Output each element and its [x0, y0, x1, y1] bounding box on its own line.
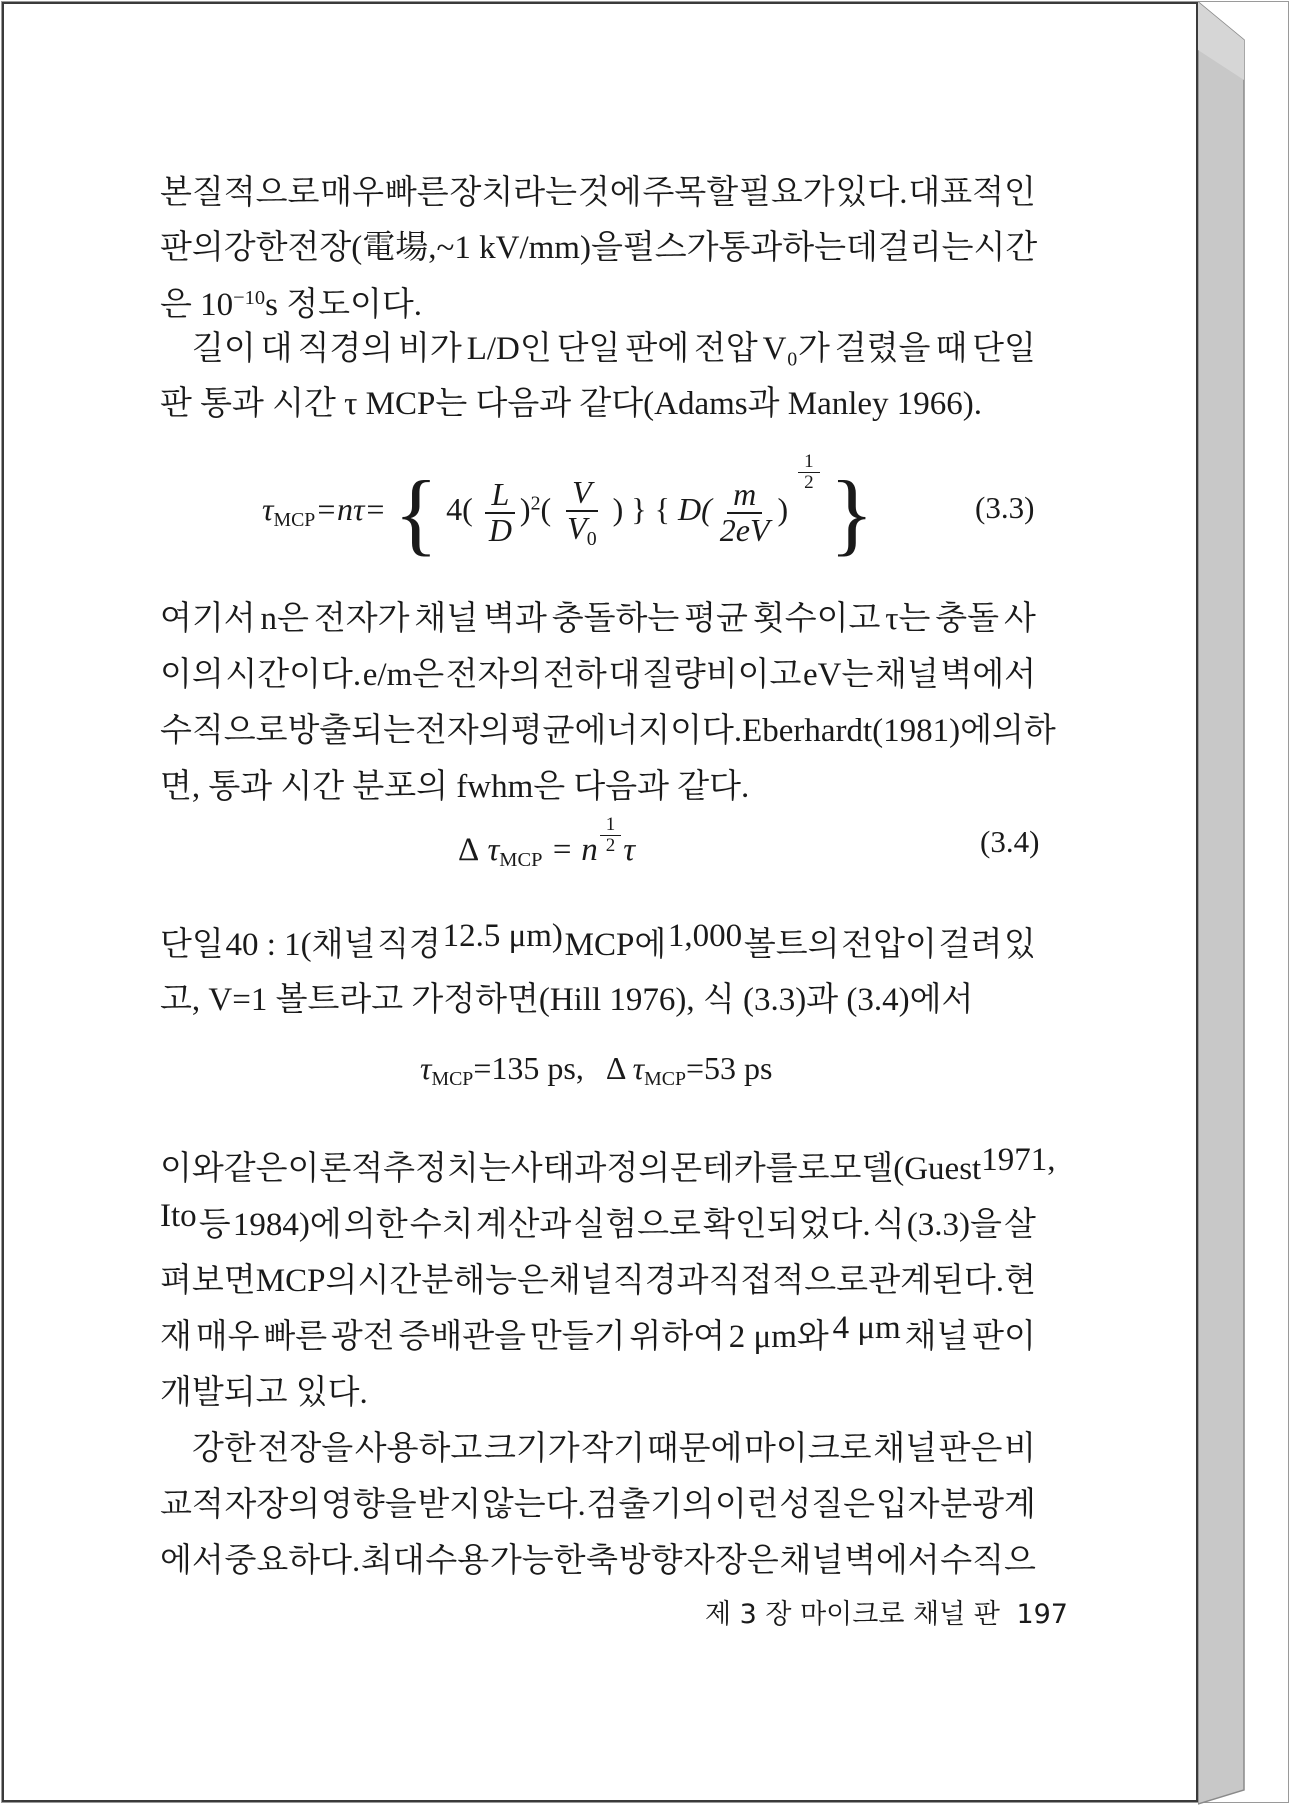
word: MCP의: [255, 1263, 358, 1299]
equation-values: [420, 1050, 773, 1091]
word: 걸렸을: [834, 331, 931, 367]
p1-line-3-pre: 은 10: [160, 287, 234, 323]
word: 있다.: [835, 175, 908, 211]
word: 수직으로: [160, 713, 288, 749]
eq2-half-den: 2: [605, 834, 616, 856]
word: 사: [1003, 601, 1036, 637]
eq1-half-num: 1: [798, 452, 820, 473]
word: 전압이: [841, 927, 937, 963]
p3-line-3: [160, 704, 1056, 751]
word: 크기가: [483, 1431, 580, 1467]
word: 최대: [360, 1543, 425, 1579]
word: 방출되는: [287, 713, 416, 749]
p6-line-3: [160, 1534, 1036, 1581]
eq2-half-exponent: [600, 815, 622, 856]
word: 때문에: [646, 1431, 743, 1467]
word: 본질적으로: [160, 175, 320, 211]
word: Eberhardt(1981)에: [742, 713, 993, 749]
eq1-f2-den: V: [567, 509, 587, 546]
word: 수직으: [940, 1543, 1036, 1579]
word: 증배관을: [398, 1319, 527, 1355]
p5-line-2: [160, 1198, 1036, 1245]
word: 시간: [357, 1263, 422, 1299]
eq2-delta: Δ: [458, 832, 480, 868]
word: 성질은: [779, 1487, 875, 1523]
word: 영향을: [320, 1487, 417, 1523]
body-text: [160, 0, 1056, 1806]
word: 의하: [992, 713, 1056, 749]
word: 여기서: [160, 601, 256, 637]
word: n은: [260, 601, 309, 637]
eq3-tau1: τ: [420, 1050, 432, 1086]
word: 살: [1004, 1207, 1036, 1243]
p1-line-3-post: s 정도이다.: [265, 287, 422, 323]
word: 모델(Guest: [829, 1151, 982, 1187]
eq1-f3-num: m: [727, 478, 762, 514]
word: 대: [260, 331, 293, 367]
word: 단일: [160, 927, 224, 963]
word: 펄스가: [622, 230, 719, 266]
eq3-val1: =135 ps,: [473, 1050, 584, 1086]
word: 채널: [874, 657, 939, 693]
word: 재: [160, 1319, 192, 1355]
word: 현: [1004, 1263, 1036, 1299]
word: 과정의: [574, 1151, 671, 1187]
eq1-f1-num: L: [485, 478, 515, 514]
word: 있: [1004, 927, 1036, 963]
word: τ는: [885, 601, 931, 637]
word: 평균: [510, 713, 575, 749]
word: 길이: [192, 331, 256, 367]
word: 마이크로: [744, 1431, 872, 1467]
word: 전압: [693, 331, 758, 367]
word: 만들기: [529, 1319, 626, 1355]
p5-line-4: [160, 1310, 1036, 1357]
eq2-half-num: 1: [600, 815, 622, 836]
p1-line-1: [160, 166, 1036, 213]
eq1-p4: ) } {: [612, 491, 670, 528]
word: 등: [198, 1207, 231, 1243]
eq1-f1-den: D: [488, 511, 512, 548]
eq3-val2: =53 ps: [686, 1050, 773, 1086]
word: 때: [935, 331, 968, 367]
word: 볼트의: [743, 927, 840, 963]
word: 이론적: [287, 1151, 384, 1187]
word: 1984)에: [232, 1207, 342, 1243]
eq3-sub1: MCP: [431, 1067, 474, 1090]
page-footer: [705, 1592, 1068, 1631]
word: 실험으로: [573, 1207, 701, 1243]
word: MCP에: [564, 927, 667, 963]
book-spine: [1198, 0, 1248, 1806]
eq1-mid: =nτ=: [315, 491, 386, 528]
p1-line-3: [160, 278, 422, 325]
p3-line-2: [160, 648, 1036, 695]
word: 빠른: [263, 1319, 328, 1355]
eq1-f2-num: V: [566, 476, 598, 512]
word: 판은: [938, 1431, 1003, 1467]
eq1-p3: (: [540, 491, 552, 528]
p4-line-1: [160, 918, 1036, 965]
word: eV는: [802, 657, 874, 693]
eq1-right-brace: }: [829, 461, 874, 564]
word: V₀가: [762, 331, 830, 367]
word: 1,000: [667, 918, 743, 954]
p5-line-5: 개발되고 있다.: [160, 1375, 368, 1411]
word: 단일: [556, 331, 621, 367]
word: 40 : 1(채널: [225, 927, 376, 963]
p5-line-1: [160, 1142, 1056, 1189]
word: 데: [846, 230, 878, 266]
equation-3-4: [458, 804, 635, 872]
word: 분광계: [940, 1487, 1036, 1523]
word: 가능한: [489, 1543, 586, 1579]
word: 4 μm: [832, 1310, 901, 1346]
word: 전자의: [415, 713, 511, 749]
word: 직경과: [612, 1263, 709, 1299]
word: 방향: [618, 1543, 683, 1579]
eq3-tau2: τ: [632, 1050, 645, 1086]
p4-line-2: 고, V=1 볼트라고 가정하면(Hill 1976), 식 (3.3)과 (3.4)에서: [160, 982, 974, 1018]
word: 강한: [192, 1431, 256, 1467]
eq1-half-den: 2: [804, 471, 814, 493]
word: 직경: [377, 927, 441, 963]
word: 필요가: [739, 175, 835, 211]
word: 직접적으로: [708, 1263, 869, 1299]
word: 채널: [549, 1263, 613, 1299]
word: 주목할: [642, 175, 739, 211]
word: 판이: [972, 1319, 1036, 1355]
eq1-f2-den-wrap: [561, 509, 602, 550]
word: 수용: [425, 1543, 490, 1579]
word: 계산과: [475, 1207, 572, 1243]
word: 대: [608, 657, 641, 693]
word: 채널: [873, 1431, 937, 1467]
word: 중요하다.: [224, 1543, 361, 1579]
word: 작기: [581, 1431, 646, 1467]
word: L/D인: [466, 331, 552, 367]
word: 추정치는: [383, 1151, 511, 1187]
eq1-four: 4(: [446, 491, 473, 528]
word: 전장(電場,: [287, 230, 437, 266]
word: 검출기의: [586, 1487, 715, 1523]
eq1-frac-v-v0: [561, 476, 602, 549]
word: 같은: [223, 1151, 288, 1187]
word: 전장을: [257, 1431, 354, 1467]
word: 확인되었다.: [703, 1207, 871, 1243]
eq1-p5: ): [777, 491, 789, 528]
word: 통과하는: [718, 230, 846, 266]
eq1-dpart: D(: [678, 491, 712, 528]
eq1-f2-den-sub: 0: [586, 527, 597, 550]
word: 것에: [577, 175, 642, 211]
eq2-sub: MCP: [499, 849, 543, 872]
word: 시간이다.: [225, 657, 362, 693]
p6-line-1: [160, 1422, 1036, 1469]
p2-line-2: 판 통과 시간 τ MCP는 다음과 같다(Adams과 Manley 1966).: [160, 386, 983, 422]
word: 2 μm와: [728, 1319, 829, 1355]
word: 비가: [398, 331, 462, 367]
word: 에서: [160, 1543, 224, 1579]
word: e/m은: [362, 657, 445, 693]
word: 자장은: [683, 1543, 779, 1579]
word: 광전: [330, 1319, 395, 1355]
word: 12.5 μm): [442, 918, 563, 954]
word: 채널: [414, 601, 479, 637]
equation-3-3-number: (3.3): [975, 490, 1035, 525]
word: 에너지이다.: [574, 713, 743, 749]
word: 사용하고: [354, 1431, 483, 1467]
p1-line-2: [160, 221, 1036, 268]
word: 몬테카를로: [670, 1151, 830, 1187]
word: ~1 kV/mm)을: [436, 230, 623, 266]
word: 않는다.: [481, 1487, 586, 1523]
word: 매우: [195, 1319, 260, 1355]
p5-line-3: [160, 1254, 1036, 1301]
word: 판에: [625, 331, 690, 367]
p1-line-3-sup: −10: [233, 286, 266, 309]
eq1-frac-m-2ev: [714, 478, 776, 547]
word: 전자가: [313, 601, 410, 637]
footer-chapter: 제 3 장 마이크로 채널 판: [705, 1599, 1000, 1630]
word: 장치라는: [449, 175, 578, 211]
word: 빠른: [384, 175, 449, 211]
word: 전하: [543, 657, 607, 693]
word: 자장의: [224, 1487, 321, 1523]
word: 벽과: [483, 601, 547, 637]
word: 질량비이고: [641, 657, 802, 693]
word: 채널: [779, 1543, 844, 1579]
word: 1971,: [981, 1142, 1056, 1178]
eq1-f3-den: 2eV: [719, 511, 770, 548]
eq1-frac-l-d: [483, 478, 518, 547]
eq1-p2: ): [519, 491, 531, 528]
word: 강한: [223, 230, 288, 266]
eq1-p2-sup: 2: [530, 492, 541, 515]
eq1-left-brace: {: [393, 461, 439, 564]
word: 벽에서: [843, 1543, 940, 1579]
word: 전자의: [445, 657, 542, 693]
word: 관계된다.: [868, 1263, 1004, 1299]
word: 펴보면: [160, 1263, 256, 1299]
word: (3.3)을: [906, 1207, 1002, 1243]
word: 매우: [320, 175, 385, 211]
eq3-delta: Δ: [605, 1050, 625, 1086]
word: 충돌하는: [551, 601, 680, 637]
p3-line-4: 면, 통과 시간 분포의 fwhm은 다음과 같다.: [160, 769, 750, 805]
word: 이의: [160, 657, 224, 693]
word: 사태: [510, 1151, 575, 1187]
word: 횟수이고: [752, 601, 881, 637]
word: 충돌: [935, 601, 1000, 637]
word: 시간: [973, 230, 1038, 266]
word: 채널: [904, 1319, 969, 1355]
eq2-tau: τ: [487, 832, 500, 868]
word: 위하여: [629, 1319, 725, 1355]
word: 의한: [343, 1207, 408, 1243]
word: 받지: [417, 1487, 482, 1523]
word: 입자: [875, 1487, 940, 1523]
eq1-half-exponent: [798, 452, 820, 493]
word: 걸리는: [877, 230, 974, 266]
word: 직경의: [297, 331, 394, 367]
word: 비: [1004, 1431, 1036, 1467]
word: 벽에서: [940, 657, 1036, 693]
word: 교적: [160, 1487, 224, 1523]
eq1-lhs: τ: [262, 491, 274, 528]
eq3-sub2: MCP: [644, 1067, 686, 1090]
word: 식: [872, 1207, 905, 1243]
word: 분해능은: [421, 1263, 549, 1299]
word: 대표적인: [908, 175, 1036, 211]
p3-line-1: [160, 592, 1036, 639]
eq2-tail: τ: [623, 832, 636, 868]
word: 축: [586, 1543, 619, 1579]
equation-3-4-number: (3.4): [980, 824, 1040, 859]
word: 걸려: [938, 927, 1003, 963]
word: 수치: [409, 1207, 474, 1243]
word: 이런: [714, 1487, 779, 1523]
p6-line-2: [160, 1478, 1036, 1525]
word: 판의: [160, 230, 224, 266]
p2-line-1: [160, 322, 1036, 369]
footer-page-number: 197: [1016, 1599, 1068, 1630]
word: 단일: [972, 331, 1036, 367]
word: Ito: [160, 1198, 197, 1234]
eq2-eq: = n: [542, 832, 598, 868]
word: 이와: [160, 1151, 224, 1187]
word: 평균: [684, 601, 748, 637]
eq1-lhs-sub: MCP: [273, 509, 316, 532]
equation-3-3: [262, 451, 874, 564]
